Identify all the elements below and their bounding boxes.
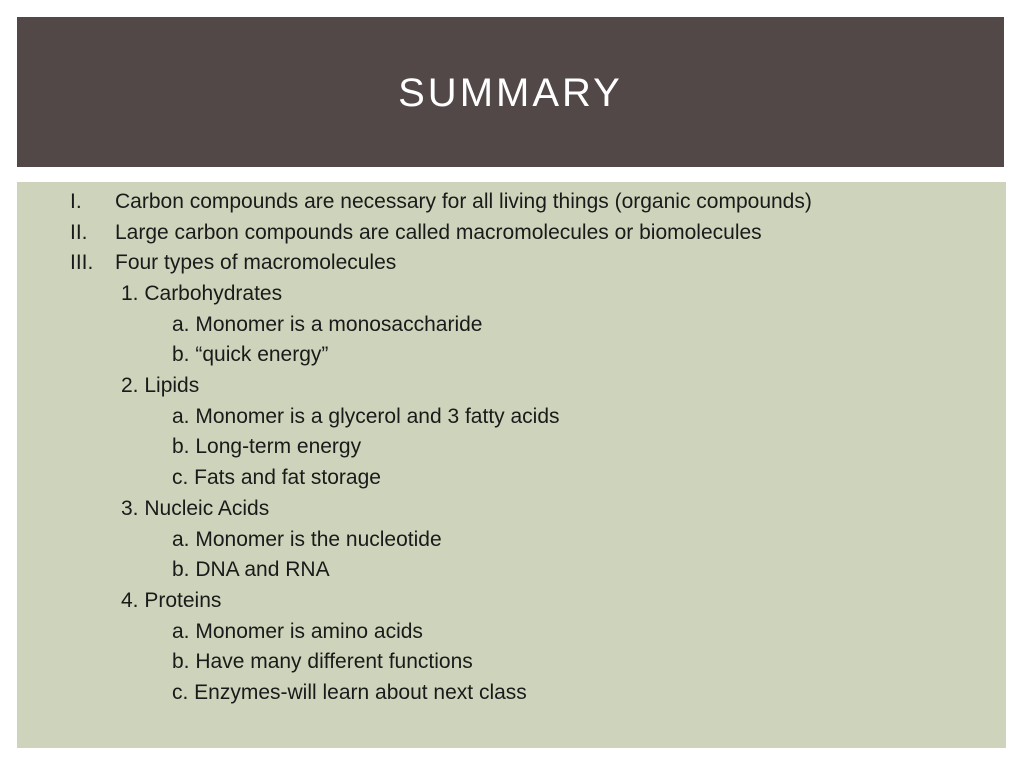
- lipids-point-c: c. Fats and fat storage: [172, 466, 381, 489]
- proteins-heading: 4. Proteins: [121, 589, 222, 612]
- proteins-point-a: a. Monomer is amino acids: [172, 620, 423, 643]
- outline-item-2: Large carbon compounds are called macromolecules or biomolecules: [115, 221, 762, 244]
- proteins-point-c: c. Enzymes-will learn about next class: [172, 681, 527, 704]
- outline-numeral-2: II.: [70, 221, 88, 244]
- lipids-point-b: b. Long-term energy: [172, 435, 362, 458]
- outline-numeral-1: I.: [70, 190, 82, 213]
- carbohydrates-heading: 1. Carbohydrates: [121, 282, 283, 305]
- outline-item-1: Carbon compounds are necessary for all living things (organic compounds): [115, 190, 812, 213]
- slide-title: SUMMARY: [398, 70, 623, 115]
- nucleic-acids-point-a: a. Monomer is the nucleotide: [172, 528, 442, 551]
- outline-numeral-3: III.: [70, 251, 94, 274]
- carbohydrates-point-a: a. Monomer is a monosaccharide: [172, 313, 483, 336]
- outline-item-3: Four types of macromolecules: [115, 251, 397, 274]
- lipids-point-a: a. Monomer is a glycerol and 3 fatty acids: [172, 405, 560, 428]
- content-panel: [17, 182, 1006, 748]
- nucleic-acids-heading: 3. Nucleic Acids: [121, 497, 270, 520]
- carbohydrates-point-b: b. “quick energy”: [172, 343, 329, 366]
- title-band: [17, 17, 1004, 167]
- nucleic-acids-point-b: b. DNA and RNA: [172, 558, 330, 581]
- proteins-point-b: b. Have many different functions: [172, 650, 473, 673]
- lipids-heading: 2. Lipids: [121, 374, 200, 397]
